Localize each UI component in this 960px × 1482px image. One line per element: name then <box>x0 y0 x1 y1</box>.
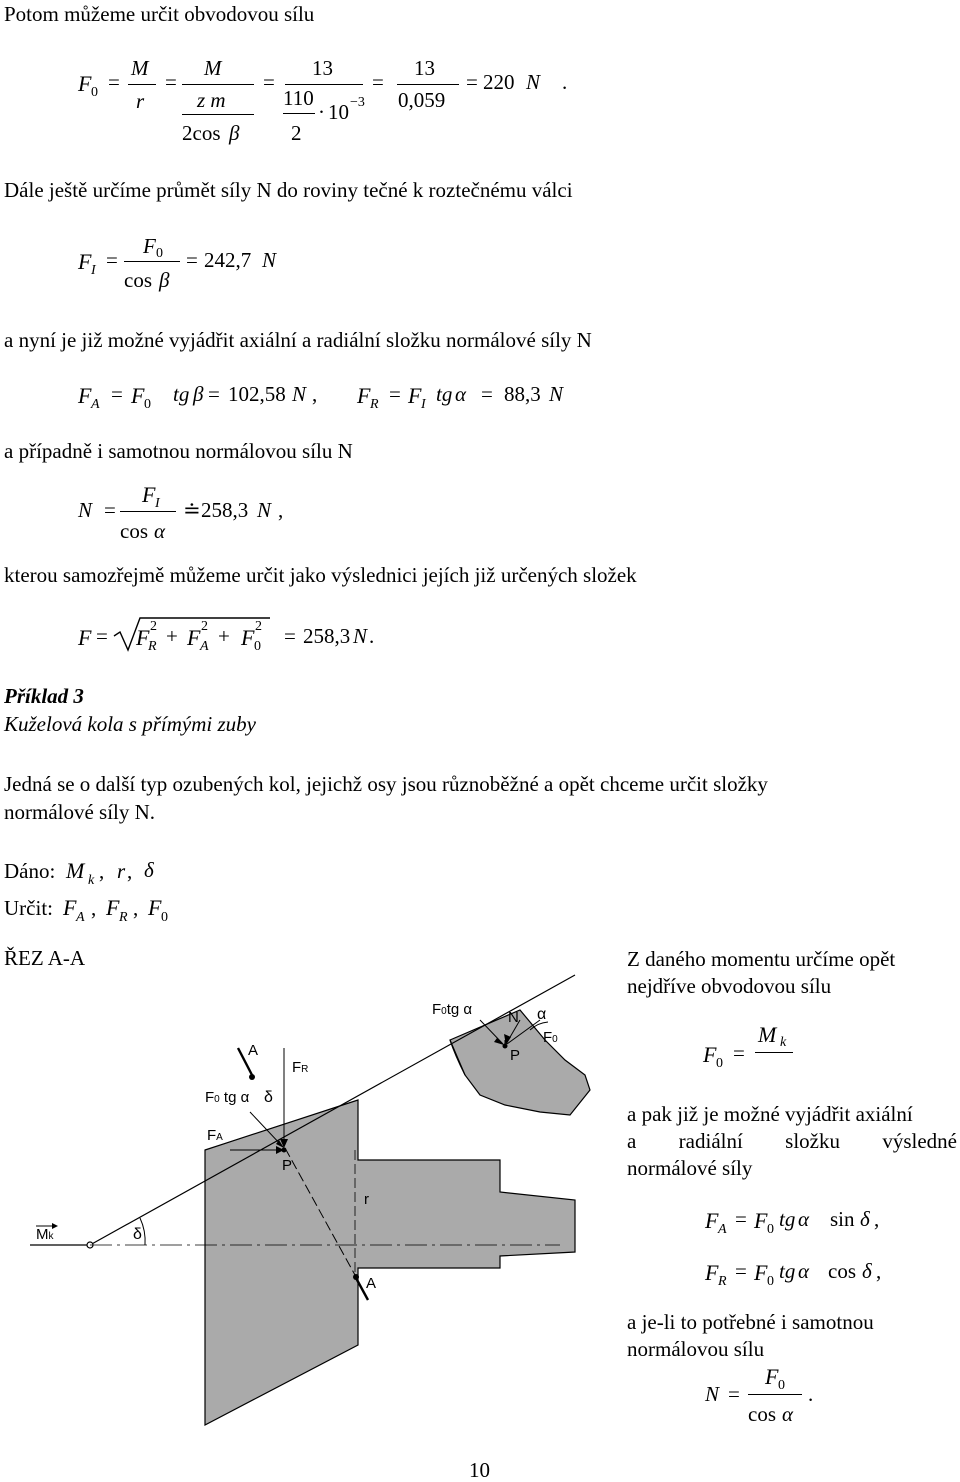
intro-text-4: a případně i samotnou normálovou sílu N <box>4 439 353 463</box>
right-text-1a: Z daného momentu určíme opět <box>627 947 896 971</box>
figure-label-P-left: P <box>282 1157 293 1174</box>
figure-label-r: r <box>364 1191 369 1208</box>
right-text-2a: a pak již je možné vyjádřit axiální <box>627 1102 913 1126</box>
intro-text-1: Potom můžeme určit obvodovou sílu <box>4 2 315 26</box>
right-text-3b: normálovou sílu <box>627 1337 765 1361</box>
example-title: Příklad 3 <box>4 684 84 708</box>
figure-label-F0-right: F0 <box>543 1029 558 1046</box>
right-text-1b: nejdříve obvodovou sílu <box>627 974 832 998</box>
example-subtitle: Kuželová kola s přímými zuby <box>4 712 256 736</box>
figure-label-N: N <box>508 1009 519 1026</box>
figure-label-alpha: α <box>537 1006 547 1023</box>
page-number: 10 <box>469 1458 490 1482</box>
figure-label-delta-bottom: δ <box>133 1226 142 1243</box>
paragraph-line-1: Jedná se o další typ ozubených kol, jejichž osy jsou různoběžné a opět chceme určit složky <box>4 772 768 796</box>
figure-label-A-top: A <box>248 1042 259 1059</box>
paragraph-line-2: normálové síly N. <box>4 800 156 824</box>
intro-text-5: kterou samozřejmě můžeme určit jako výslednici jejích již určených složek <box>4 563 637 587</box>
figure-label-P-right: P <box>510 1047 521 1064</box>
figure-label-F0tg-top: F0tg α <box>432 1001 473 1018</box>
right-text-2b: a radiální složku výsledné <box>627 1129 957 1153</box>
intro-text-2: Dále ještě určíme průmět síly N do roviny tečné k roztečnému válci <box>4 178 573 202</box>
right-text-3a: a je-li to potřebné i samotnou <box>627 1310 874 1334</box>
figure-label-A-bottom: A <box>366 1275 377 1292</box>
right-text-2c: normálové síly <box>627 1156 753 1180</box>
section-label: ŘEZ A-A <box>4 946 86 970</box>
figure-label-Mk: Mk <box>36 1226 54 1243</box>
figure-label-delta-top: δ <box>264 1089 273 1106</box>
gear-body <box>205 1100 575 1425</box>
figure-label-FR: FR <box>292 1059 309 1076</box>
figure-label-FA: FA <box>207 1127 223 1144</box>
intro-text-3: a nyní je již možné vyjádřit axiální a radiální složku normálové síly N <box>4 328 592 352</box>
figure-label-F0tg-left: F0 tg α <box>205 1089 250 1106</box>
